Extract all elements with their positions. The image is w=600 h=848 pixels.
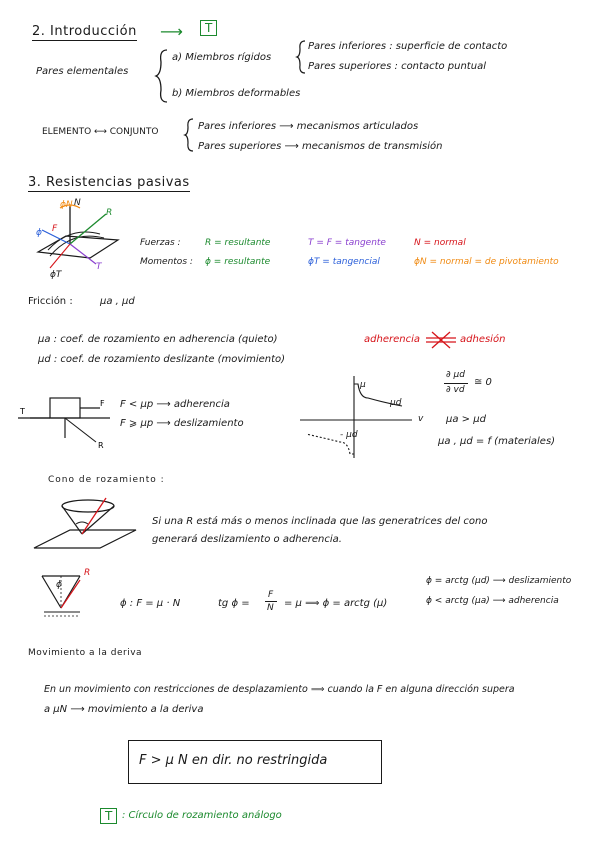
- brace-elemento: [184, 118, 194, 152]
- mu-compare: μa > μd: [446, 414, 486, 425]
- cone-angle-figure: [34, 572, 114, 622]
- force-N-def: N = normal: [414, 238, 466, 248]
- lower-pairs-mech: Pares inferiores ⟶ mecanismos articulados: [198, 121, 419, 132]
- cono-text-line1: Si una R está más o menos inclinada que las generatrices del cono: [152, 516, 488, 527]
- brace-rigid: [296, 40, 306, 74]
- forces-3d-figure: [30, 200, 130, 280]
- svg-text:T: T: [20, 407, 25, 416]
- cone-result-1: ϕ = arctg (μd) ⟶ deslizamiento: [426, 576, 572, 586]
- cone-fig-R: R: [84, 568, 91, 578]
- cone-frac-num: F: [268, 590, 274, 600]
- force-R-def: R = resultante: [205, 238, 271, 248]
- condition-adherencia: F < μp ⟶ adherencia: [120, 399, 230, 410]
- moment-phiT-def: ϕT = tangencial: [308, 257, 380, 267]
- section3-title: 3. Resistencias pasivas: [28, 175, 190, 190]
- mu-vs-v-graph: [296, 372, 416, 462]
- not-equal-mark: [424, 330, 458, 350]
- block-friction-figure: [16, 380, 112, 450]
- friction-cone-figure: [30, 494, 140, 562]
- footer-tag: T: [100, 808, 117, 824]
- section2-title: 2. Introducción: [32, 24, 137, 39]
- elemento-conjunto: ELEMENTO ⟷ CONJUNTO: [42, 127, 159, 137]
- cone-frac-den: N: [267, 603, 274, 613]
- cone-tg: tg ϕ =: [218, 598, 250, 609]
- graph-neg-mud-label: - μd: [340, 430, 358, 440]
- fig-F-label: F: [52, 224, 58, 234]
- deformable-members-label: b) Miembros deformables: [172, 88, 301, 99]
- graph-v-label: v: [418, 414, 424, 424]
- deriva-boxed-formula: [128, 740, 382, 784]
- graph-mud-label: μd: [390, 398, 402, 408]
- deriva-boxed-text: F > μ N en dir. no restringida: [139, 753, 328, 768]
- pares-elementales-label: Pares elementales: [36, 66, 129, 77]
- cono-title: Cono de rozamiento :: [48, 475, 165, 485]
- footer-note: : Círculo de rozamiento análogo: [122, 810, 282, 821]
- moment-phiN-def: ϕN = normal = de pivotamiento: [414, 257, 559, 267]
- brace-pares: [155, 48, 169, 104]
- derivative-den: ∂ vd: [446, 385, 465, 395]
- deriva-text-line1: En un movimiento con restricciones de desplazamiento ⟹ cuando la F en alguna dirección supera: [44, 684, 515, 695]
- section2-tag: T: [200, 20, 217, 36]
- cone-result-2: ϕ < arctg (μa) ⟶ adherencia: [426, 596, 559, 606]
- graph-mu-label: μ: [360, 380, 366, 390]
- moment-phi-def: ϕ = resultante: [205, 257, 271, 267]
- cone-fig-phi: ϕ: [56, 580, 62, 590]
- mu-materials: μa , μd = f (materiales): [438, 436, 556, 447]
- fuerzas-label: Fuerzas :: [140, 238, 181, 248]
- friccion-symbols: μa , μd: [100, 296, 135, 307]
- deriva-text-line2: a μN ⟶ movimiento a la deriva: [44, 704, 204, 715]
- fig-phi-label: ϕ: [36, 228, 42, 238]
- cone-formula-2: = μ ⟹ ϕ = arctg (μ): [284, 598, 388, 609]
- fig-phiN-label: ϕN: [60, 200, 73, 210]
- adherencia-red: adherencia: [364, 334, 420, 345]
- friccion-title: Fricción :: [28, 296, 73, 307]
- lower-pairs-def: Pares inferiores : superficie de contacto: [308, 41, 508, 52]
- deriva-title: Movimiento a la deriva: [28, 648, 143, 658]
- fig-N-label: N: [74, 198, 81, 208]
- cone-formula-1: ϕ : F = μ · N: [120, 598, 181, 609]
- rigid-members-label: a) Miembros rígidos: [172, 52, 272, 63]
- fig-R-label: R: [106, 208, 113, 218]
- fig-phiT-label: ϕT: [50, 270, 62, 280]
- condition-deslizamiento: F ⩾ μp ⟶ deslizamiento: [120, 418, 244, 429]
- cono-text-line2: generará deslizamiento o adherencia.: [152, 534, 342, 545]
- upper-pairs-def: Pares superiores : contacto puntual: [308, 61, 486, 72]
- mu-a-def: μa : coef. de rozamiento en adherencia (quieto): [38, 334, 278, 345]
- svg-text:R: R: [98, 441, 104, 450]
- mu-d-def: μd : coef. de rozamiento deslizante (movimiento): [38, 354, 286, 365]
- derivative-approx: ≅ 0: [474, 377, 492, 388]
- force-T-def: T = F = tangente: [308, 238, 386, 248]
- adhesion-red: adhesión: [460, 334, 506, 345]
- svg-text:F: F: [100, 399, 105, 408]
- fig-T-label: T: [96, 262, 102, 272]
- section2-arrow: ⟶: [160, 22, 183, 41]
- momentos-label: Momentos :: [140, 257, 193, 267]
- cone-frac-line: [265, 601, 277, 602]
- upper-pairs-mech: Pares superiores ⟶ mecanismos de transmisión: [198, 141, 443, 152]
- derivative-line: [444, 383, 468, 384]
- derivative-num: ∂ μd: [446, 370, 465, 380]
